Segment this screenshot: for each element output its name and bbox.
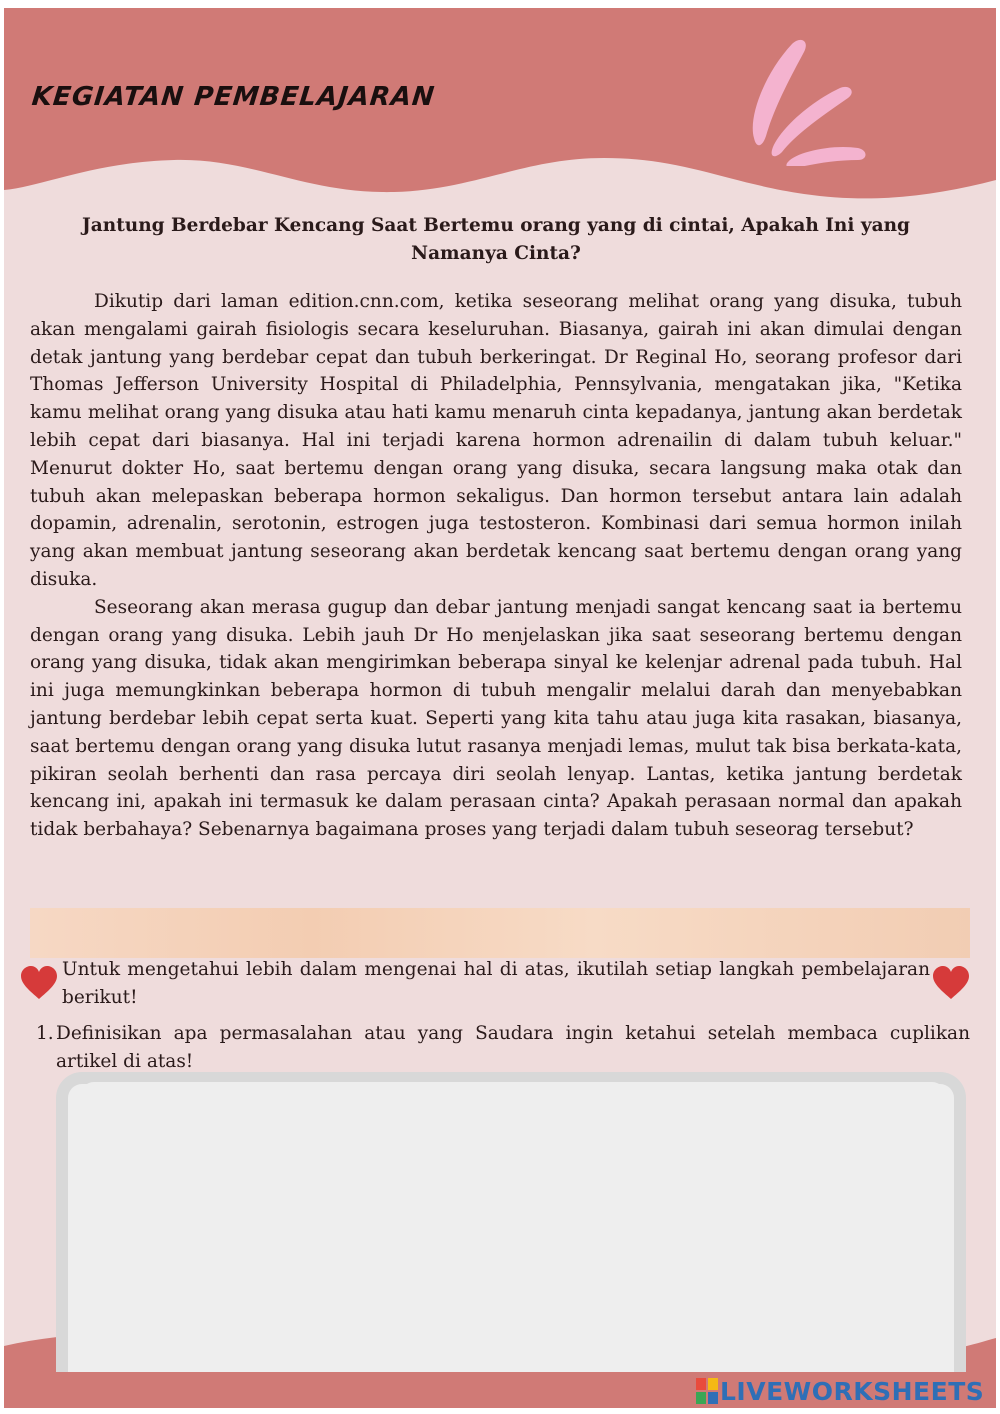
- article-paragraph: Seseorang akan merasa gugup dan debar jantung menjadi sangat kencang saat ia bertemu dengan orang yang disuka. Lebih jauh Dr Ho menjelaskan jika saat seseorang bertemu dengan orang yang disuka, tidak akan mengirimkan beberapa sinyal ke kelenjar adrenal pada tubuh. Hal ini juga memungkinkan beberapa hormon di tubuh mengalir melalui darah dan menyebabkan jantung berdebar lebih cepat serta kuat. Seperti yang kita tahu atau juga kita rasakan, biasanya, saat bertemu dengan orang yang disuka lutut rasanya menjadi lemas, mulut tak bisa berkata-kata, pikiran seolah berhenti dan rasa percaya diri seolah lenyap. Lantas, ketika jantung berdetak kencang ini, apakah ini termasuk ke dalam perasaan cinta? Apakah perasaan normal dan apakah tidak berbahaya? Sebenarnya bagaimana proses yang terjadi dalam tubuh seseorag tersebut?: [30, 596, 962, 841]
- article-body: [30, 288, 962, 844]
- article-paragraph: Dikutip dari laman edition.cnn.com, ketika seseorang melihat orang yang disuka, tubuh akan mengalami gairah fisiologis secara keseluruhan. Biasanya, gairah ini akan dimulai dengan detak jantung yang berdebar cepat dan tubuh berkeringat. Dr Reginal Ho, seorang profesor dari Thomas Jefferson University Hospital di Philadelphia, Pennsylvania, mengatakan jika, "Ketika kamu melihat orang yang disuka atau hati kamu menaruh cinta kepadanya, jantung akan berdetak lebih cepat dari biasanya. Hal ini terjadi karena hormon adrenailin di dalam tubuh keluar." Menurut dokter Ho, saat bertemu dengan orang yang disuka, secara langsung maka otak dan tubuh akan melepaskan beberapa hormon sekaligus. Dan hormon tersebut antara lain adalah dopamin, adrenalin, serotonin, estrogen juga testosteron. Kombinasi dari semua hormon inilah yang akan membuat jantung seseorang akan berdetak kencang saat bertemu dengan orang yang disuka.: [30, 291, 962, 590]
- page-header-title: KEGIATAN PEMBELAJARAN: [30, 82, 437, 112]
- question-text: Definisikan apa permasalahan atau yang Saudara ingin ketahui setelah membaca cuplikan artikel di atas!: [56, 1023, 970, 1072]
- instruction-text: Untuk mengetahui lebih dalam mengenai hal di atas, ikutilah setiap langkah pembelajaran berikut!: [62, 959, 930, 1008]
- liveworksheets-logo-icon: [696, 1378, 718, 1404]
- heart-icon: [932, 966, 970, 1000]
- decorative-divider-bar: [30, 908, 970, 958]
- liveworksheets-brand: [696, 1374, 984, 1408]
- splash-icon: [746, 26, 876, 166]
- question-number: 1.: [36, 1023, 54, 1044]
- article-title: Jantung Berdebar Kencang Saat Bertemu orang yang di cintai, Apakah Ini yang Namanya Cinta?: [82, 215, 910, 264]
- heart-icon: [20, 966, 58, 1000]
- brand-name: LIVEWORKSHEETS: [720, 1376, 985, 1406]
- question-item: [36, 1020, 970, 1076]
- answer-input[interactable]: [80, 1082, 946, 1372]
